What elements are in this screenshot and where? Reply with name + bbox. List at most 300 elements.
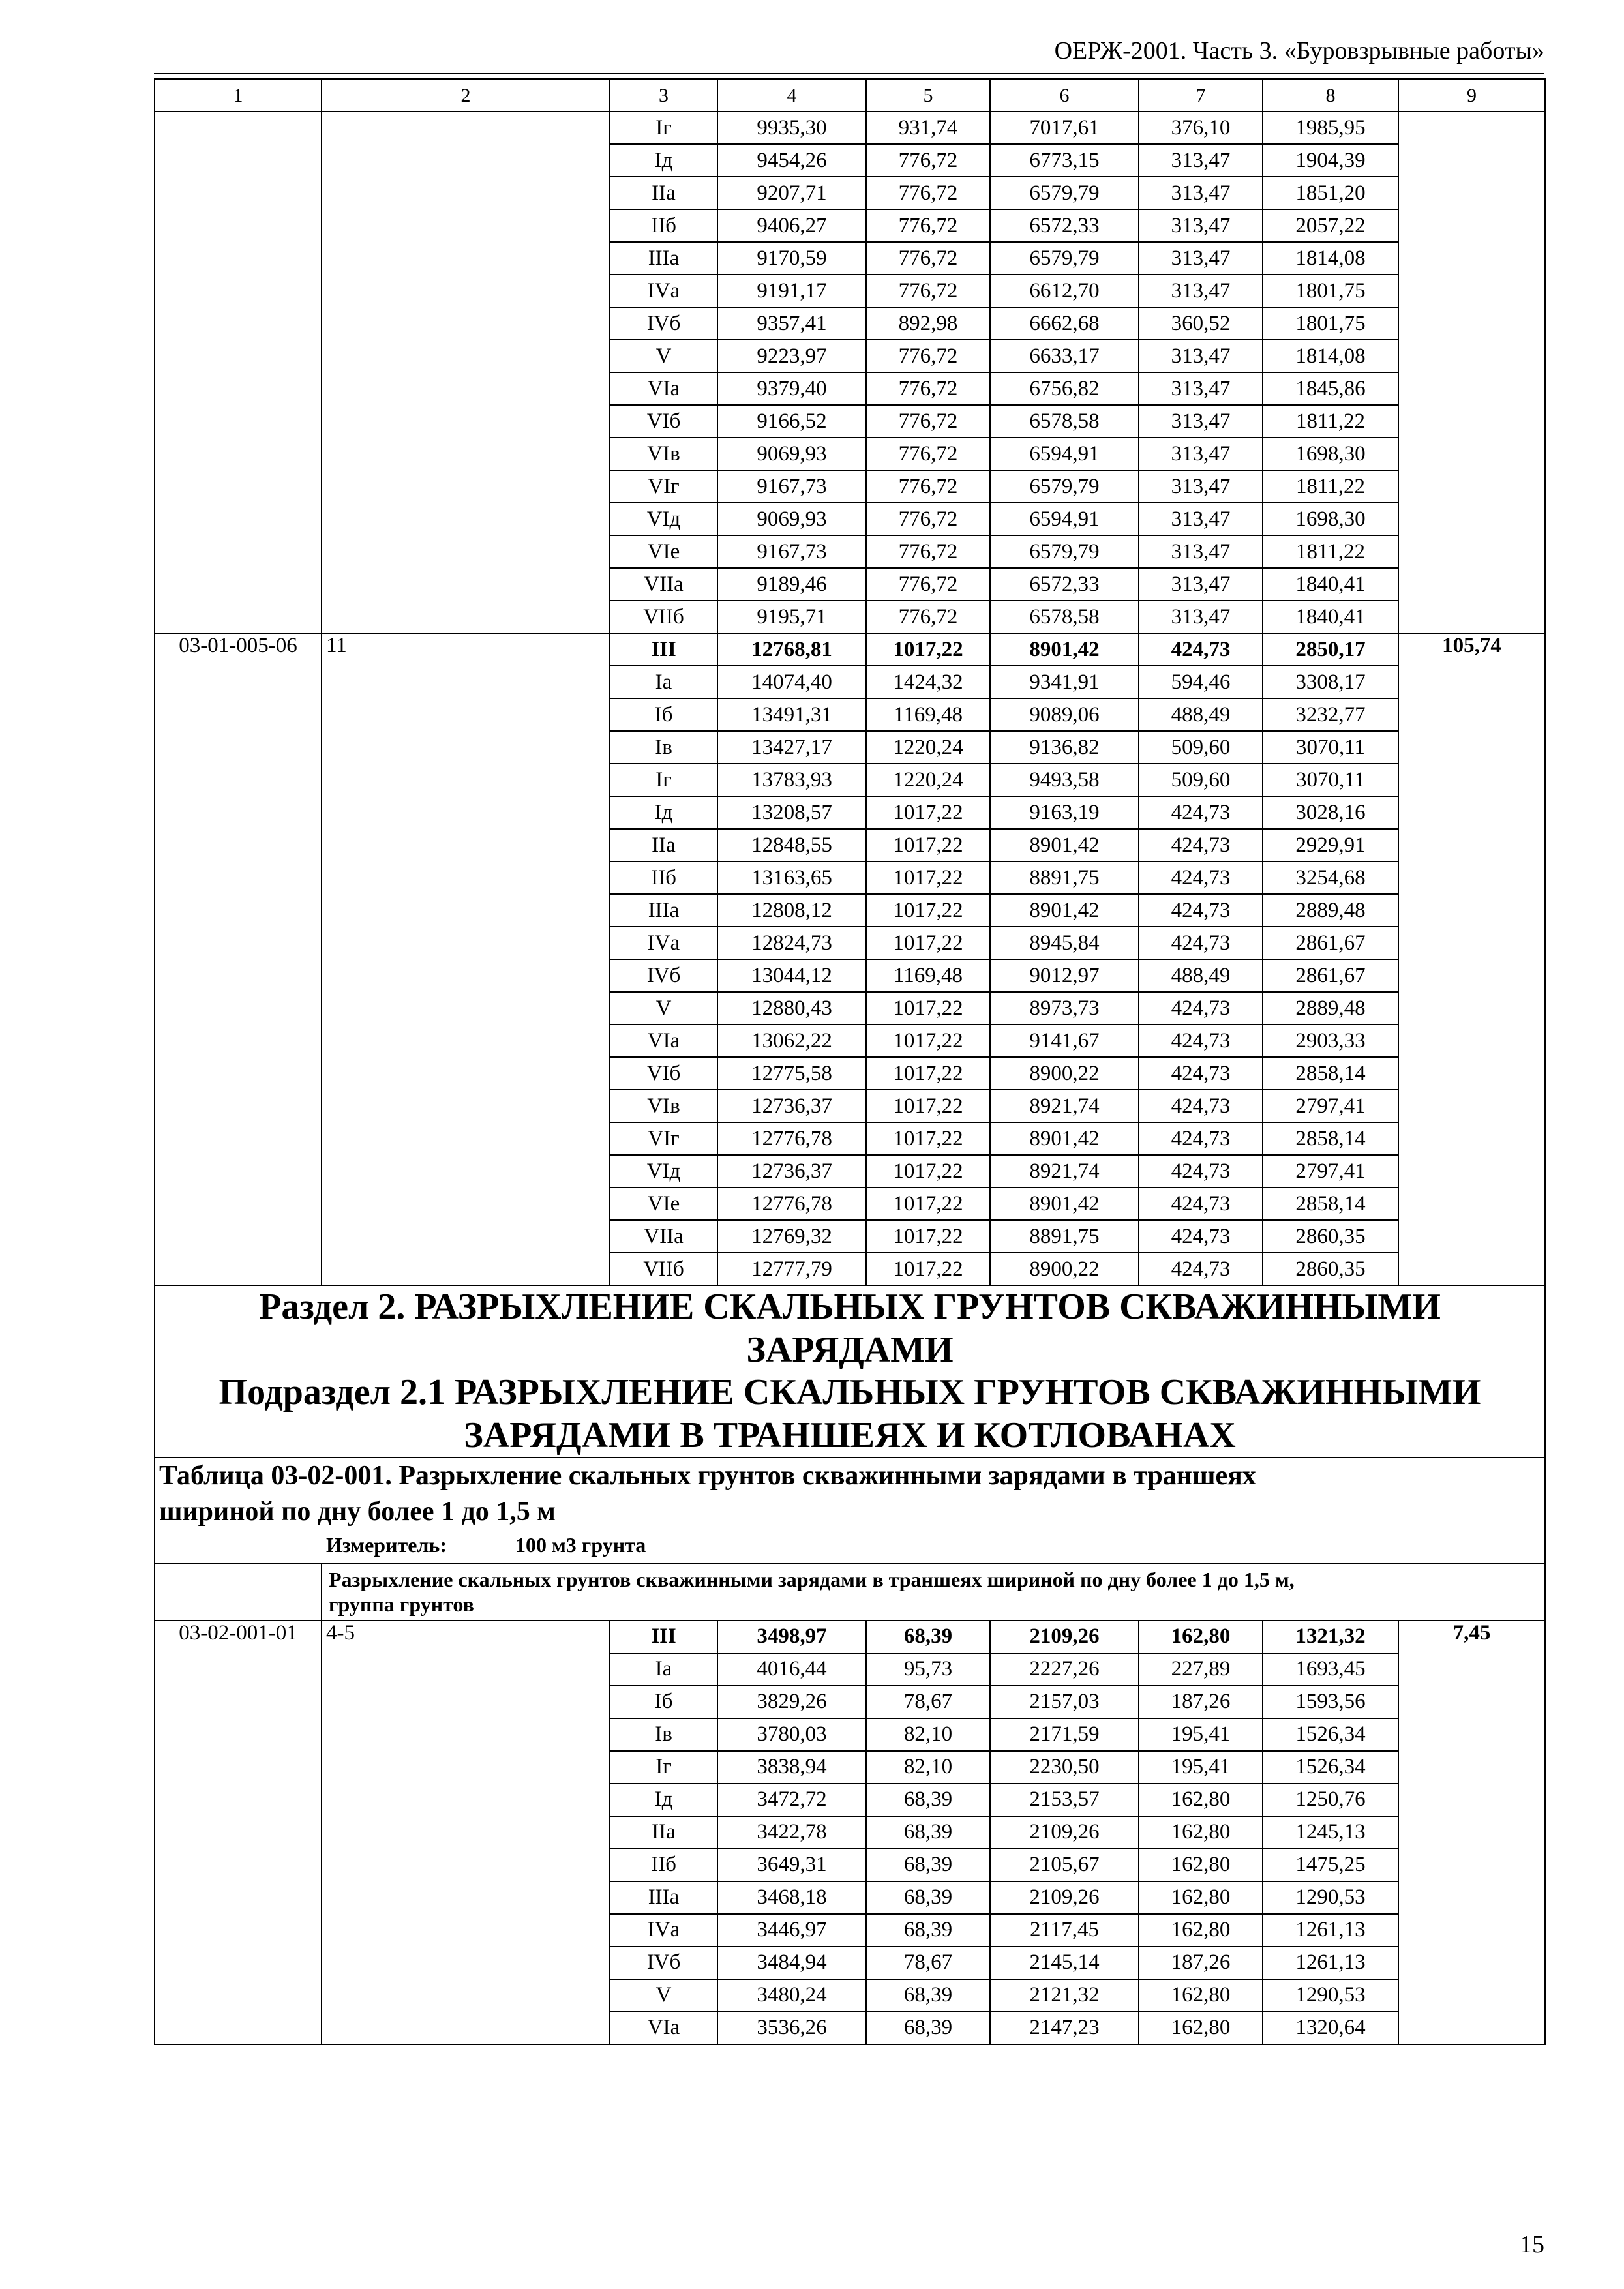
machinist-wages-cell: 187,26 <box>1139 1686 1263 1718</box>
soil-group-cell: Iд <box>610 1784 717 1816</box>
machinist-wages-cell: 313,47 <box>1139 275 1263 307</box>
machine-costs-cell: 8891,75 <box>990 861 1139 894</box>
direct-costs-cell: 9379,40 <box>717 372 866 405</box>
materials-cell: 2057,22 <box>1263 209 1398 242</box>
wages-cell: 776,72 <box>866 372 990 405</box>
wages-cell: 776,72 <box>866 275 990 307</box>
machine-costs-cell: 6594,91 <box>990 438 1139 470</box>
direct-costs-cell: 4016,44 <box>717 1653 866 1686</box>
description-row <box>155 1564 1545 1621</box>
direct-costs-cell: 9357,41 <box>717 307 866 340</box>
soil-group-cell: Iд <box>610 796 717 829</box>
wages-cell: 931,74 <box>866 112 990 144</box>
soil-group-cell: VIе <box>610 535 717 568</box>
machine-costs-cell: 6578,58 <box>990 405 1139 438</box>
machine-costs-cell: 9341,91 <box>990 666 1139 698</box>
materials-cell: 1320,64 <box>1263 2012 1398 2044</box>
direct-costs-cell: 3829,26 <box>717 1686 866 1718</box>
machinist-wages-cell: 313,47 <box>1139 209 1263 242</box>
meter-label: Измеритель: <box>326 1533 447 1557</box>
machine-costs-cell: 8901,42 <box>990 829 1139 861</box>
machine-costs-cell: 8901,42 <box>990 894 1139 927</box>
machinist-wages-cell: 227,89 <box>1139 1653 1263 1686</box>
direct-costs-cell: 12776,78 <box>717 1122 866 1155</box>
direct-costs-cell: 3480,24 <box>717 1979 866 2012</box>
machinist-wages-cell: 162,80 <box>1139 1881 1263 1914</box>
description-line1: Разрыхление скальных грунтов скважинными зарядами в траншеях шириной по дну более 1 до 1,5 м, <box>329 1567 1295 1591</box>
direct-costs-cell: 3446,97 <box>717 1914 866 1947</box>
machinist-wages-cell: 488,49 <box>1139 698 1263 731</box>
machine-costs-cell: 9141,67 <box>990 1025 1139 1057</box>
machine-costs-cell: 2105,67 <box>990 1849 1139 1881</box>
soil-group-cell: Iб <box>610 698 717 731</box>
direct-costs-cell: 12880,43 <box>717 992 866 1025</box>
table-title-line2: шириной по дну более 1 до 1,5 м <box>159 1496 556 1527</box>
wages-cell: 68,39 <box>866 2012 990 2044</box>
machinist-wages-cell: 162,80 <box>1139 2012 1263 2044</box>
column-number-cell: 7 <box>1139 79 1263 112</box>
soil-group-cell: VIIа <box>610 568 717 601</box>
materials-cell: 3254,68 <box>1263 861 1398 894</box>
machine-costs-cell: 2230,50 <box>990 1751 1139 1784</box>
soil-group-cell: IVб <box>610 959 717 992</box>
section-heading-line4: ЗАРЯДАМИ В ТРАНШЕЯХ И КОТЛОВАНАХ <box>464 1414 1236 1456</box>
machine-costs-cell: 8945,84 <box>990 927 1139 959</box>
machinist-wages-cell: 162,80 <box>1139 1816 1263 1849</box>
machinist-wages-cell: 424,73 <box>1139 1188 1263 1220</box>
materials-cell: 1811,22 <box>1263 535 1398 568</box>
soil-group-cell: Iв <box>610 1718 717 1751</box>
materials-cell: 2858,14 <box>1263 1057 1398 1090</box>
table-body <box>155 79 1545 2044</box>
wages-cell: 1017,22 <box>866 1220 990 1253</box>
machinist-wages-cell: 195,41 <box>1139 1751 1263 1784</box>
soil-group-cell: VIв <box>610 1090 717 1122</box>
machine-costs-cell: 6773,15 <box>990 144 1139 177</box>
soil-group-cell: IVб <box>610 307 717 340</box>
machinist-wages-cell: 424,73 <box>1139 1155 1263 1188</box>
machinist-wages-cell: 509,60 <box>1139 764 1263 796</box>
table-row-lead <box>155 1621 1545 1653</box>
materials-cell: 1321,32 <box>1263 1621 1398 1653</box>
machinist-wages-cell: 313,47 <box>1139 470 1263 503</box>
soil-group-cell: IVб <box>610 1947 717 1979</box>
machine-costs-cell: 8973,73 <box>990 992 1139 1025</box>
machinist-wages-cell: 313,47 <box>1139 340 1263 372</box>
wages-cell: 68,39 <box>866 1816 990 1849</box>
wages-cell: 1017,22 <box>866 1122 990 1155</box>
machinist-wages-cell: 162,80 <box>1139 1784 1263 1816</box>
machine-costs-cell: 6579,79 <box>990 535 1139 568</box>
machinist-wages-cell: 424,73 <box>1139 633 1263 666</box>
machinist-wages-cell: 313,47 <box>1139 405 1263 438</box>
wages-cell: 1017,22 <box>866 1188 990 1220</box>
header-rule <box>154 73 1544 74</box>
machine-costs-cell: 6572,33 <box>990 568 1139 601</box>
wages-cell: 68,39 <box>866 1979 990 2012</box>
direct-costs-cell: 9170,59 <box>717 242 866 275</box>
direct-costs-cell: 12736,37 <box>717 1155 866 1188</box>
materials-cell: 1814,08 <box>1263 340 1398 372</box>
materials-cell: 1693,45 <box>1263 1653 1398 1686</box>
materials-cell: 1475,25 <box>1263 1849 1398 1881</box>
materials-cell: 1526,34 <box>1263 1718 1398 1751</box>
direct-costs-cell: 3649,31 <box>717 1849 866 1881</box>
materials-cell: 2797,41 <box>1263 1155 1398 1188</box>
machinist-wages-cell: 313,47 <box>1139 438 1263 470</box>
column-number-cell: 1 <box>155 79 322 112</box>
materials-cell: 1811,22 <box>1263 405 1398 438</box>
wages-cell: 776,72 <box>866 209 990 242</box>
wages-cell: 95,73 <box>866 1653 990 1686</box>
direct-costs-cell: 9189,46 <box>717 568 866 601</box>
machinist-wages-cell: 313,47 <box>1139 503 1263 535</box>
machine-costs-cell: 2153,57 <box>990 1784 1139 1816</box>
machinist-wages-cell: 162,80 <box>1139 1979 1263 2012</box>
direct-costs-cell: 9207,71 <box>717 177 866 209</box>
machine-costs-cell: 6756,82 <box>990 372 1139 405</box>
materials-cell: 1904,39 <box>1263 144 1398 177</box>
meter-line <box>159 1529 1541 1563</box>
machine-costs-cell: 2121,32 <box>990 1979 1139 2012</box>
materials-cell: 2929,91 <box>1263 829 1398 861</box>
direct-costs-cell: 3536,26 <box>717 2012 866 2044</box>
direct-costs-cell: 3780,03 <box>717 1718 866 1751</box>
column-number-cell: 8 <box>1263 79 1398 112</box>
soil-group-cell: VIа <box>610 1025 717 1057</box>
soil-group-cell: VIг <box>610 1122 717 1155</box>
wages-cell: 776,72 <box>866 177 990 209</box>
direct-costs-cell: 12768,81 <box>717 633 866 666</box>
machine-costs-cell: 6579,79 <box>990 177 1139 209</box>
column-number-cell: 5 <box>866 79 990 112</box>
machine-costs-cell: 9089,06 <box>990 698 1139 731</box>
soil-group-cell: IVа <box>610 927 717 959</box>
materials-cell: 2797,41 <box>1263 1090 1398 1122</box>
wages-cell: 68,39 <box>866 1849 990 1881</box>
materials-cell: 1851,20 <box>1263 177 1398 209</box>
soil-group-cell: IIIа <box>610 1881 717 1914</box>
soil-group-cell: Iа <box>610 666 717 698</box>
machinist-wages-cell: 360,52 <box>1139 307 1263 340</box>
machinist-wages-cell: 424,73 <box>1139 1122 1263 1155</box>
machine-costs-cell: 8921,74 <box>990 1155 1139 1188</box>
materials-cell: 1261,13 <box>1263 1914 1398 1947</box>
machine-costs-cell: 6579,79 <box>990 470 1139 503</box>
wages-cell: 776,72 <box>866 503 990 535</box>
machinist-wages-cell: 424,73 <box>1139 1253 1263 1285</box>
direct-costs-cell: 9167,73 <box>717 470 866 503</box>
materials-cell: 1526,34 <box>1263 1751 1398 1784</box>
wages-cell: 1220,24 <box>866 764 990 796</box>
soil-group-cell: VIд <box>610 503 717 535</box>
machinist-wages-cell: 424,73 <box>1139 992 1263 1025</box>
materials-cell: 3308,17 <box>1263 666 1398 698</box>
section-heading-line3: Подраздел 2.1 РАЗРЫХЛЕНИЕ СКАЛЬНЫХ ГРУНТОВ СКВАЖИННЫМИ <box>218 1372 1481 1413</box>
direct-costs-cell: 12808,12 <box>717 894 866 927</box>
machinist-wages-cell: 424,73 <box>1139 829 1263 861</box>
soil-group-cell: III <box>610 1621 717 1653</box>
soil-group-cell: IIа <box>610 177 717 209</box>
name-cell: 11 <box>322 633 610 1285</box>
wages-cell: 1169,48 <box>866 959 990 992</box>
column-number-cell: 3 <box>610 79 717 112</box>
soil-group-cell: VIд <box>610 1155 717 1188</box>
machine-costs-cell: 9163,19 <box>990 796 1139 829</box>
direct-costs-cell: 9223,97 <box>717 340 866 372</box>
direct-costs-cell: 13783,93 <box>717 764 866 796</box>
machinist-wages-cell: 313,47 <box>1139 601 1263 633</box>
materials-cell: 3070,11 <box>1263 764 1398 796</box>
machine-costs-cell: 8900,22 <box>990 1253 1139 1285</box>
wages-cell: 82,10 <box>866 1751 990 1784</box>
soil-group-cell: VIг <box>610 470 717 503</box>
materials-cell: 1985,95 <box>1263 112 1398 144</box>
wages-cell: 1220,24 <box>866 731 990 764</box>
materials-cell: 3028,16 <box>1263 796 1398 829</box>
wages-cell: 68,39 <box>866 1881 990 1914</box>
wages-cell: 776,72 <box>866 242 990 275</box>
table-title-line1: Таблица 03-02-001. Разрыхление скальных грунтов скважинными зарядами в траншеях <box>159 1461 1256 1491</box>
wages-cell: 1017,22 <box>866 796 990 829</box>
machinist-wages-cell: 376,10 <box>1139 112 1263 144</box>
direct-costs-cell: 3484,94 <box>717 1947 866 1979</box>
soil-group-cell: Iг <box>610 764 717 796</box>
materials-cell: 1698,30 <box>1263 503 1398 535</box>
direct-costs-cell: 3838,94 <box>717 1751 866 1784</box>
direct-costs-cell: 12776,78 <box>717 1188 866 1220</box>
section-heading-line2: ЗАРЯДАМИ <box>746 1329 954 1370</box>
direct-costs-cell: 9167,73 <box>717 535 866 568</box>
section-heading <box>155 1285 1545 1458</box>
soil-group-cell: IIб <box>610 209 717 242</box>
machinist-wages-cell: 313,47 <box>1139 372 1263 405</box>
materials-cell: 2858,14 <box>1263 1122 1398 1155</box>
wages-cell: 776,72 <box>866 438 990 470</box>
labor-cell: 7,45 <box>1398 1621 1545 2044</box>
wages-cell: 82,10 <box>866 1718 990 1751</box>
direct-costs-cell: 13044,12 <box>717 959 866 992</box>
column-number-cell: 9 <box>1398 79 1545 112</box>
soil-group-cell: Iа <box>610 1653 717 1686</box>
machinist-wages-cell: 509,60 <box>1139 731 1263 764</box>
wages-cell: 1017,22 <box>866 1057 990 1090</box>
machinist-wages-cell: 162,80 <box>1139 1849 1263 1881</box>
running-header: ОЕРЖ-2001. Часть 3. «Буровзрывные работы» <box>1054 37 1544 65</box>
materials-cell: 1845,86 <box>1263 372 1398 405</box>
machinist-wages-cell: 162,80 <box>1139 1914 1263 1947</box>
machine-costs-cell: 2117,45 <box>990 1914 1139 1947</box>
direct-costs-cell: 3498,97 <box>717 1621 866 1653</box>
wages-cell: 776,72 <box>866 601 990 633</box>
machinist-wages-cell: 313,47 <box>1139 242 1263 275</box>
machine-costs-cell: 6633,17 <box>990 340 1139 372</box>
direct-costs-cell: 3472,72 <box>717 1784 866 1816</box>
wages-cell: 1017,22 <box>866 894 990 927</box>
machine-costs-cell: 7017,61 <box>990 112 1139 144</box>
materials-cell: 2861,67 <box>1263 927 1398 959</box>
description-spacer <box>155 1564 322 1621</box>
wages-cell: 1017,22 <box>866 829 990 861</box>
machine-costs-cell: 6579,79 <box>990 242 1139 275</box>
direct-costs-cell: 12736,37 <box>717 1090 866 1122</box>
machine-costs-cell: 8901,42 <box>990 633 1139 666</box>
machinist-wages-cell: 313,47 <box>1139 568 1263 601</box>
direct-costs-cell: 12769,32 <box>717 1220 866 1253</box>
description-line2: группа грунтов <box>329 1593 474 1617</box>
machine-costs-cell: 8901,42 <box>990 1122 1139 1155</box>
name-cell <box>322 112 610 633</box>
materials-cell: 1290,53 <box>1263 1979 1398 2012</box>
soil-group-cell: IVа <box>610 275 717 307</box>
materials-cell: 1290,53 <box>1263 1881 1398 1914</box>
table-row-lead <box>155 633 1545 666</box>
soil-group-cell: Iв <box>610 731 717 764</box>
machine-costs-cell: 2109,26 <box>990 1816 1139 1849</box>
materials-cell: 2850,17 <box>1263 633 1398 666</box>
machinist-wages-cell: 195,41 <box>1139 1718 1263 1751</box>
machinist-wages-cell: 187,26 <box>1139 1947 1263 1979</box>
wages-cell: 78,67 <box>866 1686 990 1718</box>
machine-costs-cell: 6662,68 <box>990 307 1139 340</box>
materials-cell: 2861,67 <box>1263 959 1398 992</box>
machine-costs-cell: 2145,14 <box>990 1947 1139 1979</box>
wages-cell: 68,39 <box>866 1621 990 1653</box>
machine-costs-cell: 8901,42 <box>990 1188 1139 1220</box>
wages-cell: 776,72 <box>866 340 990 372</box>
soil-group-cell: VIа <box>610 372 717 405</box>
direct-costs-cell: 13427,17 <box>717 731 866 764</box>
wages-cell: 1017,22 <box>866 1025 990 1057</box>
machinist-wages-cell: 424,73 <box>1139 861 1263 894</box>
machinist-wages-cell: 162,80 <box>1139 1621 1263 1653</box>
machine-costs-cell: 9012,97 <box>990 959 1139 992</box>
direct-costs-cell: 13062,22 <box>717 1025 866 1057</box>
wages-cell: 78,67 <box>866 1947 990 1979</box>
wages-cell: 1169,48 <box>866 698 990 731</box>
machinist-wages-cell: 424,73 <box>1139 927 1263 959</box>
code-cell: 03-02-001-01 <box>155 1621 322 2044</box>
machine-costs-cell: 2147,23 <box>990 2012 1139 2044</box>
machinist-wages-cell: 313,47 <box>1139 535 1263 568</box>
soil-group-cell: Iг <box>610 112 717 144</box>
materials-cell: 1250,76 <box>1263 1784 1398 1816</box>
materials-cell: 2889,48 <box>1263 894 1398 927</box>
direct-costs-cell: 13163,65 <box>717 861 866 894</box>
rates-table <box>154 78 1546 2045</box>
machinist-wages-cell: 594,46 <box>1139 666 1263 698</box>
table-row <box>155 112 1545 144</box>
direct-costs-cell: 9406,27 <box>717 209 866 242</box>
materials-cell: 1593,56 <box>1263 1686 1398 1718</box>
soil-group-cell: VIв <box>610 438 717 470</box>
machine-costs-cell: 2171,59 <box>990 1718 1139 1751</box>
direct-costs-cell: 12777,79 <box>717 1253 866 1285</box>
wages-cell: 1017,22 <box>866 992 990 1025</box>
wages-cell: 68,39 <box>866 1914 990 1947</box>
direct-costs-cell: 9454,26 <box>717 144 866 177</box>
soil-group-cell: V <box>610 340 717 372</box>
direct-costs-cell: 13491,31 <box>717 698 866 731</box>
wages-cell: 776,72 <box>866 568 990 601</box>
machinist-wages-cell: 313,47 <box>1139 144 1263 177</box>
materials-cell: 1801,75 <box>1263 307 1398 340</box>
machinist-wages-cell: 424,73 <box>1139 1057 1263 1090</box>
direct-costs-cell: 12848,55 <box>717 829 866 861</box>
soil-group-cell: VIб <box>610 1057 717 1090</box>
machine-costs-cell: 9136,82 <box>990 731 1139 764</box>
column-number-cell: 2 <box>322 79 610 112</box>
wages-cell: 1017,22 <box>866 1155 990 1188</box>
machinist-wages-cell: 424,73 <box>1139 894 1263 927</box>
materials-cell: 1840,41 <box>1263 601 1398 633</box>
materials-cell: 1261,13 <box>1263 1947 1398 1979</box>
soil-group-cell: IIб <box>610 1849 717 1881</box>
meter-value: 100 м3 грунта <box>515 1533 646 1557</box>
wages-cell: 1017,22 <box>866 861 990 894</box>
table-title <box>155 1458 1545 1564</box>
wages-cell: 1017,22 <box>866 633 990 666</box>
page-number: 15 <box>1520 2231 1544 2258</box>
column-number-cell: 6 <box>990 79 1139 112</box>
materials-cell: 1801,75 <box>1263 275 1398 307</box>
materials-cell: 3232,77 <box>1263 698 1398 731</box>
soil-group-cell: IIIа <box>610 894 717 927</box>
machine-costs-cell: 9493,58 <box>990 764 1139 796</box>
wages-cell: 776,72 <box>866 470 990 503</box>
machine-costs-cell: 8900,22 <box>990 1057 1139 1090</box>
code-cell <box>155 112 322 633</box>
machine-costs-cell: 2227,26 <box>990 1653 1139 1686</box>
materials-cell: 2889,48 <box>1263 992 1398 1025</box>
machinist-wages-cell: 488,49 <box>1139 959 1263 992</box>
wages-cell: 776,72 <box>866 144 990 177</box>
materials-cell: 1698,30 <box>1263 438 1398 470</box>
machine-costs-cell: 6594,91 <box>990 503 1139 535</box>
labor-cell <box>1398 112 1545 633</box>
direct-costs-cell: 9069,93 <box>717 503 866 535</box>
machinist-wages-cell: 424,73 <box>1139 796 1263 829</box>
materials-cell: 1840,41 <box>1263 568 1398 601</box>
code-cell: 03-01-005-06 <box>155 633 322 1285</box>
wages-cell: 1017,22 <box>866 1090 990 1122</box>
wages-cell: 776,72 <box>866 535 990 568</box>
table-title-row <box>155 1458 1545 1564</box>
section-heading-row <box>155 1285 1545 1458</box>
section-heading-line1: Раздел 2. РАЗРЫХЛЕНИЕ СКАЛЬНЫХ ГРУНТОВ СКВАЖИННЫМИ <box>259 1287 1441 1327</box>
column-number-row <box>155 79 1545 112</box>
name-cell: 4-5 <box>322 1621 610 2044</box>
labor-cell: 105,74 <box>1398 633 1545 1285</box>
machine-costs-cell: 6612,70 <box>990 275 1139 307</box>
soil-group-cell: VIIб <box>610 1253 717 1285</box>
wages-cell: 892,98 <box>866 307 990 340</box>
direct-costs-cell: 9195,71 <box>717 601 866 633</box>
machinist-wages-cell: 424,73 <box>1139 1025 1263 1057</box>
soil-group-cell: Iб <box>610 1686 717 1718</box>
soil-group-cell: IVа <box>610 1914 717 1947</box>
machine-costs-cell: 2109,26 <box>990 1881 1139 1914</box>
soil-group-cell: IIIа <box>610 242 717 275</box>
direct-costs-cell: 13208,57 <box>717 796 866 829</box>
machinist-wages-cell: 424,73 <box>1139 1220 1263 1253</box>
materials-cell: 2860,35 <box>1263 1253 1398 1285</box>
materials-cell: 2860,35 <box>1263 1220 1398 1253</box>
soil-group-cell: VIIа <box>610 1220 717 1253</box>
wages-cell: 776,72 <box>866 405 990 438</box>
soil-group-cell: VIа <box>610 2012 717 2044</box>
machine-costs-cell: 6572,33 <box>990 209 1139 242</box>
